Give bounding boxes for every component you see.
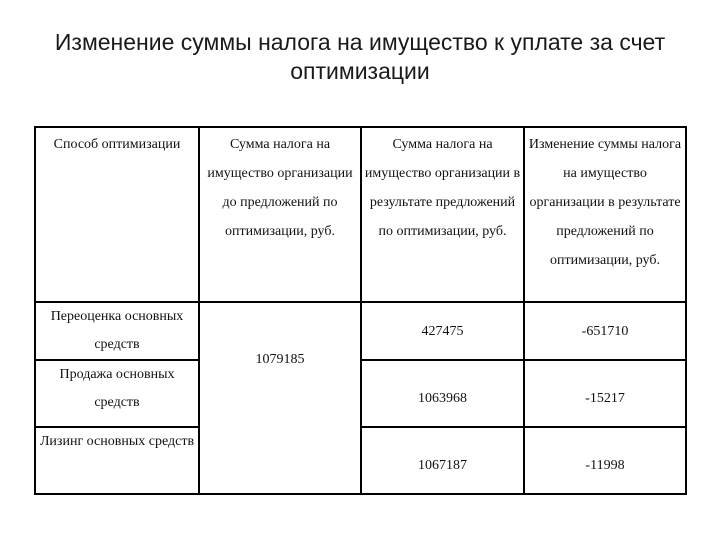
row-tax-after: 1063968 <box>361 360 524 427</box>
table-header-row <box>35 127 686 302</box>
table-row <box>35 427 686 494</box>
header-change: Изменение суммы налога на имущество организации в результате предложений по оптимизации, руб. <box>524 127 686 302</box>
tax-before-value: 1079185 <box>199 302 361 494</box>
table-row <box>35 360 686 427</box>
slide-title: Изменение суммы налога на имущество к уплате за счет оптимизации <box>54 29 666 84</box>
row-method: Лизинг основных средств <box>35 427 199 494</box>
row-method: Продажа основных средств <box>35 360 199 427</box>
table-row <box>35 302 686 360</box>
row-change: -15217 <box>524 360 686 427</box>
row-tax-after: 427475 <box>361 302 524 360</box>
row-change: -651710 <box>524 302 686 360</box>
header-tax-after: Сумма налога на имущество организации в результате предложений по оптимизации, руб. <box>361 127 524 302</box>
header-tax-before: Сумма налога на имущество организации до предложений по оптимизации, руб. <box>199 127 361 302</box>
tax-optimization-table <box>34 126 687 495</box>
header-method: Способ оптимизации <box>35 127 199 302</box>
row-method: Переоценка основных средств <box>35 302 199 360</box>
row-tax-after: 1067187 <box>361 427 524 494</box>
row-change: -11998 <box>524 427 686 494</box>
